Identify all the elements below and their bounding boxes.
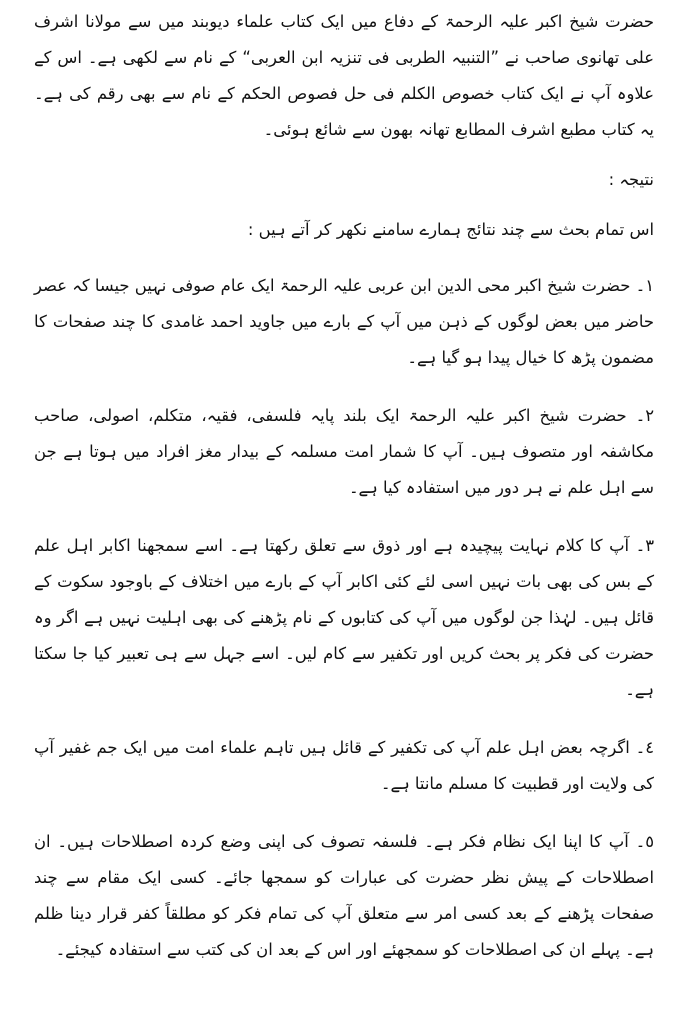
lead-paragraph: اس تمام بحث سے چند نتائج ہمارے سامنے نکھر کر آتے ہیں : — [247, 220, 654, 239]
point-4-paragraph: ٤۔ اگرچہ بعض اہل علم آپ کی تکفیر کے قائل ہیں تاہم علماء امت میں ایک جم غفیر آپ کی ولایت اور قطبیت کا مسلم مانتا ہے۔ — [34, 738, 654, 793]
point-3-paragraph: ٣۔ آپ کا کلام نہایت پیچیدہ ہے اور ذوق سے تعلق رکھتا ہے۔ اسے سمجھنا اکابر اہل علم کے بس کی بھی بات نہیں اسی لئے کئی اکابر آپ کے بارے میں اختلاف کے باوجود سکوت کے قائل ہیں۔ لہٰذا جن لوگوں میں آپ کی کتابوں کے نام پڑھنے کی بھی اہلیت نہیں ہے اگر وہ حضرت کی فکر پر بحث کریں اور تکفیر سے کام لیں۔ اسے جہل سے ہی تعبیر کیا جا سکتا ہے۔ — [34, 536, 654, 699]
point-5-paragraph: ٥۔ آپ کا اپنا ایک نظام فکر ہے۔ فلسفہ تصوف کی اپنی وضع کردہ اصطلاحات ہیں۔ ان اصطلاحات کے پیش نظر حضرت کی عبارات کو سمجھا جائے۔ کسی ایک مقام سے چند صفحات پڑھنے کے بعد کسی امر سے متعلق آپ کی تمام فکر کو مطلقاً کفر قرار دینا ظلم ہے۔ پہلے ان کی اصطلاحات کو سمجھئے اور اس کے بعد ان کی کتب سے استفادہ کیجئے۔ — [34, 832, 654, 959]
result-heading: نتیجہ : — [608, 170, 654, 189]
intro-paragraph: حضرت شیخ اکبر علیہ الرحمۃ کے دفاع میں ایک کتاب علماء دیوبند میں سے مولانا اشرف علی تھانوی صاحب نے ”التنبیہ الطربی فی تنزیہ ابن العربی“ کے نام سے لکھی ہے۔ اس کے علاوہ آپ نے ایک کتاب خصوص الکلم فی حل فصوص الحکم کے نام سے بھی رقم کی ہے۔ یہ کتاب مطبع اشرف المطابع تھانہ بھون سے شائع ہوئی۔ — [34, 12, 654, 139]
point-1-paragraph: ١۔ حضرت شیخ اکبر محی الدین ابن عربی علیہ الرحمۃ ایک عام صوفی نہیں جیسا کہ عصر حاضر میں بعض لوگوں کے ذہن میں آپ کے بارے میں جاوید احمد غامدی کا چند صفحات کا مضمون پڑھ کا خیال پیدا ہو گیا ہے۔ — [34, 276, 654, 367]
point-2-paragraph: ٢۔ حضرت شیخ اکبر علیہ الرحمۃ ایک بلند پایہ فلسفی، فقیہ، متکلم، اصولی، صاحب مکاشفہ اور متصوف ہیں۔ آپ کا شمار امت مسلمہ کے بیدار مغز افراد میں ہوتا ہے جن سے اہل علم نے ہر دور میں استفادہ کیا ہے۔ — [34, 406, 654, 497]
